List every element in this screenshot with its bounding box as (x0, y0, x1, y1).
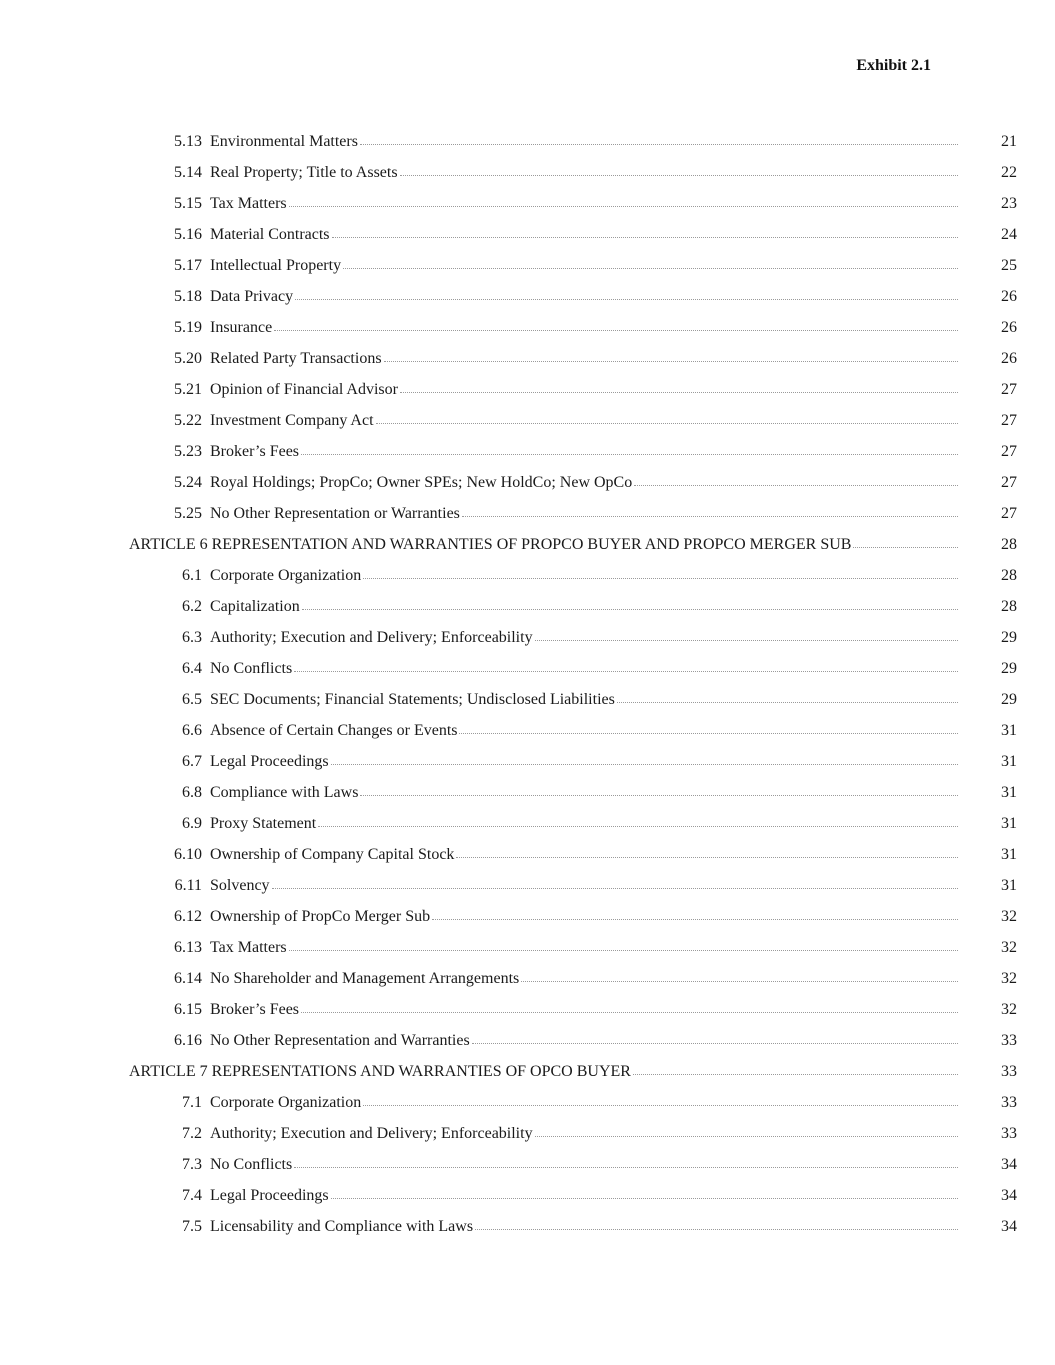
dot-leader (459, 733, 958, 734)
toc-page-number: 27 (1001, 505, 1017, 522)
toc-page-number: 24 (1001, 226, 1017, 243)
dot-leader (360, 795, 958, 796)
toc-title-with-leader (210, 777, 958, 808)
toc-title: Absence of Certain Changes or Events (210, 722, 458, 739)
dot-leader (853, 547, 958, 548)
toc-title-with-leader (129, 529, 958, 560)
dot-leader (456, 857, 958, 858)
toc-section-number: 6.8 (182, 784, 202, 801)
dot-leader (295, 299, 958, 300)
toc-section-number: 7.3 (182, 1156, 202, 1173)
toc-page-number: 34 (1001, 1156, 1017, 1173)
dot-leader (521, 981, 958, 982)
toc-section-number: 5.23 (174, 443, 202, 460)
toc-title-with-leader (210, 653, 958, 684)
toc-section-number: 5.14 (174, 164, 202, 181)
toc-page-number: 28 (1001, 598, 1017, 615)
toc-title-with-leader (210, 157, 958, 188)
dot-leader (302, 609, 958, 610)
toc-section-number: 6.2 (182, 598, 202, 615)
toc-page-number: 22 (1001, 164, 1017, 181)
toc-entry[interactable] (0, 746, 1055, 777)
toc-section-number: 6.16 (174, 1032, 202, 1049)
toc-page-number: 27 (1001, 412, 1017, 429)
toc-section-number: 6.10 (174, 846, 202, 863)
toc-title-with-leader (210, 1087, 958, 1118)
toc-page-number: 34 (1001, 1187, 1017, 1204)
toc-page-number: 32 (1001, 970, 1017, 987)
dot-leader (400, 175, 958, 176)
toc-section-number: 6.7 (182, 753, 202, 770)
toc-title: Tax Matters (210, 195, 287, 212)
dot-leader (617, 702, 958, 703)
toc-title-with-leader (210, 250, 958, 281)
toc-title: Investment Company Act (210, 412, 374, 429)
dot-leader (332, 237, 958, 238)
toc-page-number: 33 (1001, 1094, 1017, 1111)
dot-leader (294, 1167, 958, 1168)
toc-title: Material Contracts (210, 226, 330, 243)
toc-section-number: 6.12 (174, 908, 202, 925)
dot-leader (301, 454, 958, 455)
toc-title-with-leader (210, 839, 958, 870)
toc-page-number: 31 (1001, 753, 1017, 770)
toc-title-with-leader (210, 1180, 958, 1211)
toc-section-number: 5.24 (174, 474, 202, 491)
dot-leader (475, 1229, 958, 1230)
toc-title: Legal Proceedings (210, 753, 329, 770)
toc-section-number: 6.6 (182, 722, 202, 739)
toc-title: Compliance with Laws (210, 784, 359, 801)
toc-title: Data Privacy (210, 288, 294, 305)
toc-entry[interactable] (0, 901, 1055, 932)
toc-title-with-leader (210, 746, 958, 777)
toc-section-number: 5.22 (174, 412, 202, 429)
toc-entry[interactable] (0, 653, 1055, 684)
toc-entry[interactable] (0, 126, 1055, 157)
toc-title: Broker’s Fees (210, 1001, 300, 1018)
toc-entry[interactable] (0, 157, 1055, 188)
toc-section-number: 5.25 (174, 505, 202, 522)
toc-title-with-leader (210, 467, 958, 498)
toc-title: SEC Documents; Financial Statements; Undisclosed Liabilities (210, 691, 615, 708)
toc-entry[interactable] (0, 1180, 1055, 1211)
dot-leader (274, 330, 958, 331)
dot-leader (432, 919, 958, 920)
toc-title-with-leader (210, 560, 958, 591)
toc-title: No Conflicts (210, 660, 293, 677)
toc-entry[interactable] (0, 436, 1055, 467)
toc-page-number: 28 (1001, 567, 1017, 584)
toc-section-number: 5.13 (174, 133, 202, 150)
dot-leader (289, 950, 958, 951)
table-of-contents (0, 126, 1055, 1242)
toc-title-with-leader (210, 219, 958, 250)
toc-title: Broker’s Fees (210, 443, 300, 460)
toc-page-number: 32 (1001, 939, 1017, 956)
toc-title: Corporate Organization (210, 567, 362, 584)
toc-title-with-leader (210, 126, 958, 157)
toc-title: No Conflicts (210, 1156, 293, 1173)
toc-title-with-leader (210, 1211, 958, 1242)
toc-page-number: 33 (1001, 1063, 1017, 1080)
toc-section-number: 5.21 (174, 381, 202, 398)
exhibit-label: Exhibit 2.1 (856, 57, 931, 74)
toc-entry[interactable] (0, 839, 1055, 870)
toc-title-with-leader (210, 498, 958, 529)
toc-section-number: 5.15 (174, 195, 202, 212)
toc-section-number: 6.5 (182, 691, 202, 708)
toc-section-number: 5.16 (174, 226, 202, 243)
toc-section-number: 7.4 (182, 1187, 202, 1204)
toc-title: Licensability and Compliance with Laws (210, 1218, 474, 1235)
toc-page-number: 28 (1001, 536, 1017, 553)
toc-title: No Shareholder and Management Arrangements (210, 970, 520, 987)
toc-section-number: 5.20 (174, 350, 202, 367)
toc-section-number: 5.17 (174, 257, 202, 274)
toc-article-heading[interactable] (0, 1056, 1055, 1087)
toc-page-number: 23 (1001, 195, 1017, 212)
toc-entry[interactable] (0, 343, 1055, 374)
toc-title: Capitalization (210, 598, 300, 615)
toc-section-number: 6.3 (182, 629, 202, 646)
toc-title: Related Party Transactions (210, 350, 382, 367)
toc-title-with-leader (210, 963, 958, 994)
toc-section-number: 6.9 (182, 815, 202, 832)
toc-title: Tax Matters (210, 939, 287, 956)
dot-leader (331, 1198, 958, 1199)
dot-leader (360, 144, 958, 145)
dot-leader (535, 1136, 958, 1137)
toc-page-number: 29 (1001, 629, 1017, 646)
toc-title-with-leader (210, 312, 958, 343)
toc-title-with-leader (210, 715, 958, 746)
dot-leader (376, 423, 958, 424)
toc-section-number: 7.1 (182, 1094, 202, 1111)
toc-title: Insurance (210, 319, 273, 336)
toc-entry[interactable] (0, 405, 1055, 436)
toc-entry[interactable] (0, 684, 1055, 715)
toc-section-number: 6.1 (182, 567, 202, 584)
toc-entry[interactable] (0, 498, 1055, 529)
toc-title-with-leader (210, 1118, 958, 1149)
toc-section-number: 5.19 (174, 319, 202, 336)
toc-page-number: 29 (1001, 660, 1017, 677)
toc-page-number: 27 (1001, 443, 1017, 460)
toc-title: Authority; Execution and Delivery; Enforceability (210, 1125, 533, 1142)
toc-section-number: 6.14 (174, 970, 202, 987)
toc-title-with-leader (210, 343, 958, 374)
toc-title: Opinion of Financial Advisor (210, 381, 398, 398)
dot-leader (331, 764, 958, 765)
toc-entry[interactable] (0, 777, 1055, 808)
toc-section-number: 6.11 (174, 877, 202, 894)
toc-entry[interactable] (0, 870, 1055, 901)
toc-section-number: 6.15 (174, 1001, 202, 1018)
dot-leader (363, 578, 958, 579)
toc-title-with-leader (210, 591, 958, 622)
toc-entry[interactable] (0, 1118, 1055, 1149)
toc-entry[interactable] (0, 1087, 1055, 1118)
dot-leader (294, 671, 958, 672)
dot-leader (462, 516, 958, 517)
toc-page-number: 31 (1001, 846, 1017, 863)
toc-page-number: 26 (1001, 288, 1017, 305)
toc-title: No Other Representation and Warranties (210, 1032, 470, 1049)
toc-title: Royal Holdings; PropCo; Owner SPEs; New HoldCo; New OpCo (210, 474, 633, 491)
toc-entry[interactable] (0, 1149, 1055, 1180)
toc-page-number: 32 (1001, 1001, 1017, 1018)
toc-title-with-leader (210, 405, 958, 436)
toc-entry[interactable] (0, 1025, 1055, 1056)
dot-leader (535, 640, 958, 641)
toc-entry[interactable] (0, 994, 1055, 1025)
toc-title-with-leader (129, 1056, 958, 1087)
toc-entry[interactable] (0, 560, 1055, 591)
toc-title-with-leader (210, 436, 958, 467)
toc-title-with-leader (210, 374, 958, 405)
toc-section-number: 7.5 (182, 1218, 202, 1235)
toc-section-number: 6.4 (182, 660, 202, 677)
toc-title-with-leader (210, 1149, 958, 1180)
toc-page-number: 29 (1001, 691, 1017, 708)
toc-title: Ownership of Company Capital Stock (210, 846, 455, 863)
toc-entry[interactable] (0, 1211, 1055, 1242)
toc-entry[interactable] (0, 591, 1055, 622)
dot-leader (343, 268, 958, 269)
toc-page-number: 31 (1001, 784, 1017, 801)
toc-title-with-leader (210, 901, 958, 932)
toc-page-number: 21 (1001, 133, 1017, 150)
dot-leader (472, 1043, 958, 1044)
toc-entry[interactable] (0, 808, 1055, 839)
dot-leader (301, 1012, 958, 1013)
toc-title-with-leader (210, 870, 958, 901)
toc-page-number: 32 (1001, 908, 1017, 925)
toc-title: Environmental Matters (210, 133, 358, 150)
toc-title-with-leader (210, 808, 958, 839)
dot-leader (634, 485, 958, 486)
toc-section-number: 7.2 (182, 1125, 202, 1142)
toc-page-number: 31 (1001, 877, 1017, 894)
toc-entry[interactable] (0, 312, 1055, 343)
toc-entry[interactable] (0, 622, 1055, 653)
toc-article-heading[interactable] (0, 529, 1055, 560)
dot-leader (400, 392, 958, 393)
toc-page-number: 31 (1001, 815, 1017, 832)
dot-leader (272, 888, 958, 889)
toc-entry[interactable] (0, 250, 1055, 281)
toc-page-number: 27 (1001, 474, 1017, 491)
toc-page-number: 26 (1001, 319, 1017, 336)
toc-title: Solvency (210, 877, 270, 894)
toc-entry[interactable] (0, 374, 1055, 405)
toc-page-number: 34 (1001, 1218, 1017, 1235)
toc-title: Proxy Statement (210, 815, 317, 832)
dot-leader (384, 361, 958, 362)
toc-entry[interactable] (0, 715, 1055, 746)
toc-section-number: 5.18 (174, 288, 202, 305)
toc-title-with-leader (210, 622, 958, 653)
toc-page-number: 27 (1001, 381, 1017, 398)
dot-leader (289, 206, 958, 207)
toc-entry[interactable] (0, 963, 1055, 994)
toc-entry[interactable] (0, 281, 1055, 312)
toc-section-number: 6.13 (174, 939, 202, 956)
toc-title-with-leader (210, 684, 958, 715)
dot-leader (363, 1105, 958, 1106)
toc-title-with-leader (210, 188, 958, 219)
toc-entry[interactable] (0, 188, 1055, 219)
toc-title: Ownership of PropCo Merger Sub (210, 908, 431, 925)
toc-title-with-leader (210, 1025, 958, 1056)
toc-title: No Other Representation or Warranties (210, 505, 460, 522)
toc-title: ARTICLE 6 REPRESENTATION AND WARRANTIES OF PROPCO BUYER AND PROPCO MERGER SUB (129, 536, 852, 553)
toc-page-number: 25 (1001, 257, 1017, 274)
toc-title: ARTICLE 7 REPRESENTATIONS AND WARRANTIES OF OPCO BUYER (129, 1063, 631, 1080)
toc-entry[interactable] (0, 932, 1055, 963)
toc-page-number: 33 (1001, 1032, 1017, 1049)
toc-entry[interactable] (0, 467, 1055, 498)
toc-title-with-leader (210, 994, 958, 1025)
dot-leader (633, 1074, 958, 1075)
dot-leader (318, 826, 958, 827)
toc-page-number: 31 (1001, 722, 1017, 739)
toc-page-number: 33 (1001, 1125, 1017, 1142)
toc-title: Real Property; Title to Assets (210, 164, 398, 181)
toc-title: Intellectual Property (210, 257, 342, 274)
toc-title: Corporate Organization (210, 1094, 362, 1111)
toc-title: Legal Proceedings (210, 1187, 329, 1204)
toc-title-with-leader (210, 281, 958, 312)
toc-title-with-leader (210, 932, 958, 963)
toc-title: Authority; Execution and Delivery; Enforceability (210, 629, 533, 646)
toc-entry[interactable] (0, 219, 1055, 250)
toc-page-number: 26 (1001, 350, 1017, 367)
